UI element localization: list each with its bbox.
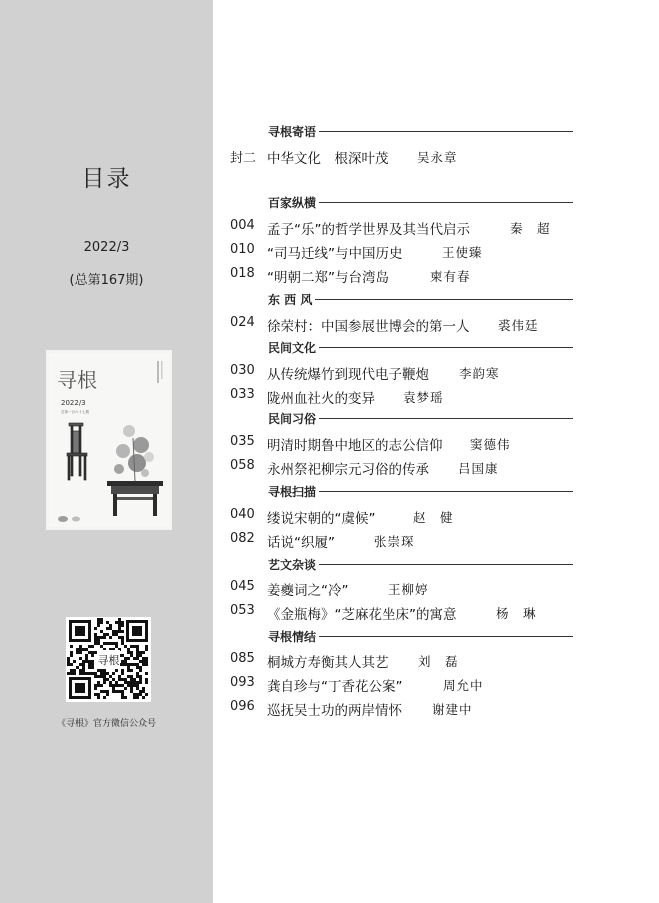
qr-caption: 《寻根》官方微信公众号 [56,719,156,729]
entry-page-number: 035 [230,434,255,449]
entry-author: 刘 磊 [418,654,459,669]
entry-title: 徐荣村：中国参展世博会的第一人 [267,319,470,335]
toc-entry [230,579,610,599]
qr-center-text: 寻根 [97,654,120,667]
toc-entry [230,699,610,719]
toc-entry [230,507,610,527]
entry-title: 巡抚吴士功的两岸情怀 [267,703,402,719]
section-rule [319,636,573,637]
section-header [268,557,573,571]
toc-entry [230,531,610,551]
section-rule [319,347,573,348]
entry-title: 孟子“乐”的哲学世界及其当代启示 [267,222,470,238]
section-header [268,340,573,354]
entry-author: 王使臻 [442,245,483,260]
entry-author: 李韵寒 [459,366,500,381]
section-name: 民间习俗 [268,411,317,426]
section-rule [319,564,573,565]
entry-page-number: 封二 [230,151,257,166]
entry-title: 桐城方寿衡其人其艺 [267,655,389,671]
toc-entry [230,266,610,286]
entry-title: 从传统爆竹到现代电子鞭炮 [267,367,429,383]
section-name: 寻根扫描 [268,484,317,499]
toc-entry [230,315,610,335]
section-name: 百家纵横 [268,195,317,210]
entry-page-number: 033 [230,387,255,402]
entry-title: 话说“织履” [267,535,335,551]
entry-page-number: 004 [230,218,255,233]
section-rule [319,418,573,419]
section-name: 东 西 风 [268,292,313,307]
entry-title: 姜夔词之“冷” [267,583,349,599]
entry-page-number: 053 [230,603,255,618]
entry-author: 袁梦瑶 [403,390,444,405]
entry-author: 秦 超 [510,221,551,236]
section-header [268,411,573,425]
section-rule [315,299,573,300]
section-rule [319,491,573,492]
cover-issue-sub: 总第一百六十七期 [61,410,89,414]
toc-entry [230,218,610,238]
section-header [268,484,573,498]
issue-total: (总第167期) [69,273,144,288]
entry-title: “司马迁线”与中国历史 [267,246,403,262]
toc-entry [230,147,610,167]
entry-page-number: 085 [230,651,255,666]
entry-page-number: 058 [230,458,255,473]
entry-page-number: 082 [230,531,255,546]
entry-title: “明朝二郑”与台湾岛 [267,270,389,286]
entry-title: 《金瓶梅》“芝麻花坐床”的寓意 [267,607,457,623]
section-rule [319,202,573,203]
page-title: 目录 [81,166,132,192]
toc-entry [230,651,610,671]
toc-entry [230,675,610,695]
entry-page-number: 018 [230,266,255,281]
entry-title: 陇州血社火的变异 [267,391,375,407]
entry-page-number: 096 [230,699,255,714]
entry-page-number: 024 [230,315,255,330]
entry-author: 杨 琳 [496,606,537,621]
section-header [268,629,573,643]
toc-entry [230,242,610,262]
section-header [268,292,573,306]
entry-page-number: 040 [230,507,255,522]
cover-title: 寻根 [57,368,97,392]
entry-title: 缕说宋朝的“虞候” [267,511,376,527]
entry-page-number: 045 [230,579,255,594]
section-header [268,124,573,138]
entry-author: 吕国康 [458,461,499,476]
section-name: 艺文杂谈 [268,557,317,572]
issue-date: 2022/3 [83,240,130,255]
entry-author: 王柳婷 [388,582,429,597]
toc-entry [230,458,610,478]
section-name: 寻根寄语 [268,124,317,139]
toc-entry [230,363,610,383]
entry-author: 窦德伟 [470,437,511,452]
entry-title: 中华文化 根深叶茂 [267,151,389,167]
entry-page-number: 093 [230,675,255,690]
toc-entry [230,603,610,623]
entry-author: 谢建中 [432,702,473,717]
section-name: 寻根情结 [268,629,317,644]
entry-title: 龚自珍与“丁香花公案” [267,679,403,695]
entry-title: 明清时期鲁中地区的志公信仰 [267,438,443,454]
cover-issue: 2022/3 [61,399,86,407]
entry-author: 赵 健 [413,510,454,525]
section-rule [319,131,573,132]
entry-author: 裘伟廷 [498,318,539,333]
entry-author: 张崇琛 [374,534,415,549]
toc-entry [230,387,610,407]
toc-entry [230,434,610,454]
entry-title: 永州祭祀柳宗元习俗的传承 [267,462,429,478]
entry-author: 吴永章 [417,150,458,165]
entry-page-number: 030 [230,363,255,378]
entry-page-number: 010 [230,242,255,257]
entry-author: 周允中 [443,678,484,693]
section-header [268,195,573,209]
entry-author: 柬有春 [430,269,471,284]
section-name: 民间文化 [268,340,317,355]
